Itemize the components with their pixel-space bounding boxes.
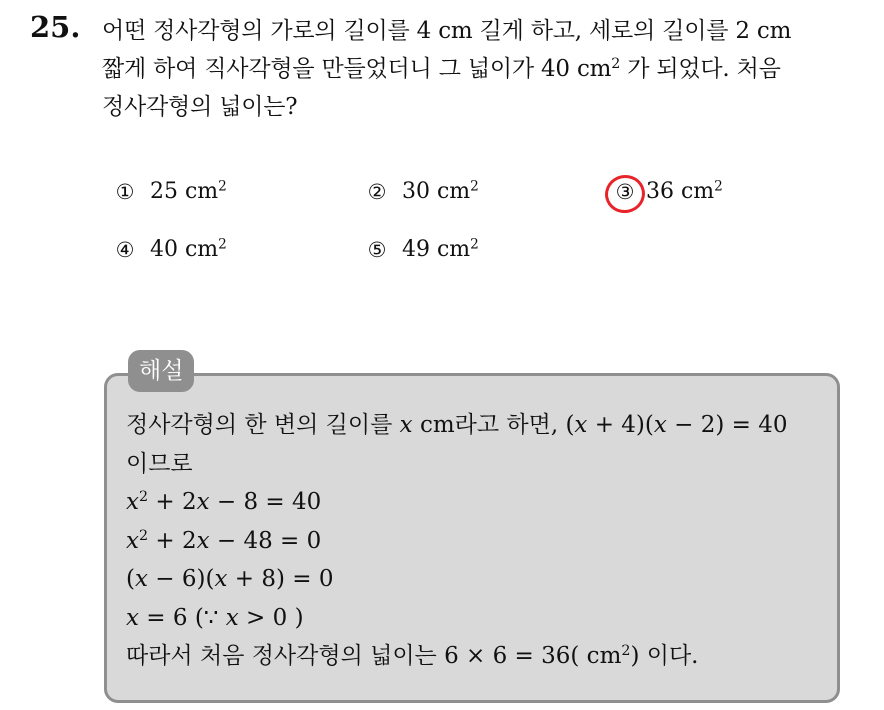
question-line-2 <box>102 50 872 88</box>
choice-value-sup: 2 <box>470 236 479 253</box>
choice-5[interactable] <box>364 237 479 262</box>
choice-value <box>150 237 227 262</box>
choice-value-text: 36 cm <box>646 179 715 204</box>
choice-value <box>150 179 227 204</box>
question-text <box>102 12 872 126</box>
math-variable: x <box>399 412 413 438</box>
math-variable: x <box>196 489 210 515</box>
equation-4 <box>126 599 832 638</box>
math-variable: x <box>126 527 139 554</box>
choice-value-text: 30 cm <box>402 179 471 204</box>
solution-text <box>126 406 832 676</box>
math-variable: x <box>134 566 148 592</box>
solution-text-segment: + 4)( <box>587 412 654 438</box>
math-variable: x <box>196 527 210 554</box>
question-line-3: 정사각형의 넓이는? <box>102 94 298 120</box>
question-line-2-a: 짧게 하여 직사각형을 만들었더니 그 넓이가 40 cm <box>102 56 612 82</box>
math-text: − 6)( <box>147 566 215 592</box>
choice-number: ④ <box>115 237 135 262</box>
question-line-2-sup: 2 <box>611 56 621 73</box>
solution-text-segment: − 2) = 40 <box>666 412 788 438</box>
choice-value-sup: 2 <box>218 178 227 195</box>
choice-value-text: 25 cm <box>150 179 219 204</box>
choice-number: ① <box>115 179 135 204</box>
choice-value-sup: 2 <box>470 178 479 195</box>
math-variable: x <box>653 412 667 438</box>
math-text: + 2 <box>148 527 197 554</box>
math-variable: x <box>126 489 139 515</box>
solution-line-2: 이므로 <box>126 450 193 477</box>
choice-4[interactable] <box>112 237 227 262</box>
question-line-1: 어떤 정사각형의 가로의 길이를 4 cm 길게 하고, 세로의 길이를 2 cm <box>102 18 792 44</box>
solution-text-segment: cm라고 하면, ( <box>412 412 575 438</box>
choice-2[interactable] <box>364 179 479 204</box>
equation-2 <box>126 522 832 561</box>
math-exponent: 2 <box>138 527 149 544</box>
math-text: + 2 <box>148 489 197 515</box>
choice-value <box>402 237 479 262</box>
question-line-2-c: 가 되었다. 처음 <box>620 56 781 82</box>
choice-value <box>646 179 723 204</box>
choice-number: ③ <box>615 179 635 204</box>
math-variable: x <box>214 566 228 592</box>
question-number: 25. <box>30 10 81 44</box>
choice-1[interactable] <box>112 179 227 204</box>
math-variable: x <box>574 412 588 438</box>
solution-text-segment: ) 이다. <box>630 643 699 669</box>
choice-value-sup: 2 <box>714 178 723 195</box>
choice-number: ② <box>367 179 387 204</box>
choice-value <box>402 179 479 204</box>
choice-number: ⑤ <box>367 237 387 262</box>
equation-3 <box>126 560 832 599</box>
solution-conclusion <box>126 637 832 676</box>
math-text: ( <box>126 566 135 592</box>
solution-text-segment: 따라서 처음 정사각형의 넓이는 6 × 6 = 36( cm <box>126 643 622 669</box>
choice-value-text: 40 cm <box>150 237 219 262</box>
math-text: − 8 = 40 <box>209 489 322 515</box>
solution-line-1 <box>126 406 832 445</box>
math-variable: x <box>126 604 139 631</box>
choice-value-sup: 2 <box>218 236 227 253</box>
equation-1 <box>126 483 832 522</box>
math-variable: x <box>225 604 239 631</box>
math-text: = 6 (∵ <box>138 604 226 631</box>
math-exponent: 2 <box>621 643 631 660</box>
choice-value-text: 49 cm <box>402 237 471 262</box>
math-exponent: 2 <box>138 489 149 506</box>
solution-text-segment: 정사각형의 한 변의 길이를 <box>126 412 400 438</box>
math-text: + 8) = 0 <box>227 566 334 592</box>
math-text: > 0 ) <box>238 604 304 631</box>
math-text: − 48 = 0 <box>209 527 322 554</box>
solution-tag: 해설 <box>128 350 194 392</box>
